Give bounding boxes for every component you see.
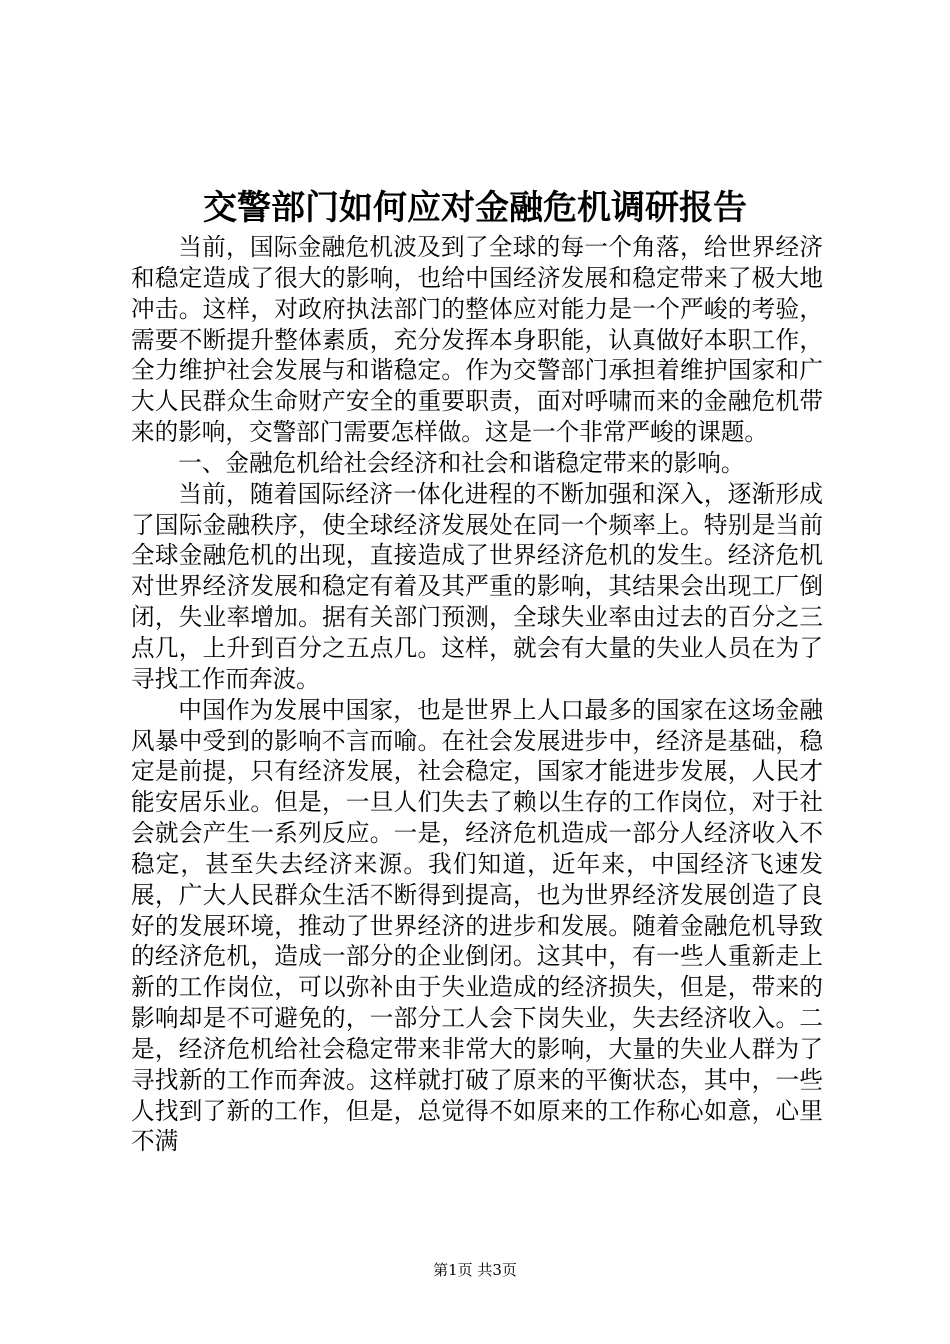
page-title: 交警部门如何应对金融危机调研报告 (203, 188, 747, 228)
paragraph-china-impact: 中国作为发展中国家，也是世界上人口最多的国家在这场金融风暴中受到的影响不言而喻。在社会发展进步中，经济是基础，稳定是前提，只有经济发展，社会稳定，国家才能进步发展，人民才能安居乐业。但是，一旦人们失去了赖以生存的工作岗位，对于社会就会产生一系列反应。一是，经济危机造成一部分人经济收入不稳定，甚至失去经济来源。我们知道，近年来，中国经济飞速发展，广大人民群众生活不断得到提高，也为世界经济发展创造了良好的发展环境，推动了世界经济的进步和发展。随着金融危机导致的经济危机，造成一部分的企业倒闭。这其中，有一些人重新走上新的工作岗位，可以弥补由于失业造成的经济损失，但是，带来的影响却是不可避免的，一部分工人会下岗失业，失去经济收入。二是，经济危机给社会稳定带来非常大的影响，大量的失业人群为了寻找新的工作而奔波。这样就打破了原来的平衡状态，其中，一些人找到了新的工作，但是，总觉得不如原来的工作称心如意，心里不满 (131, 695, 823, 1156)
page-number-footer: 第1页 共3页 (433, 1261, 517, 1279)
document-body (131, 232, 823, 1157)
section-heading: 一、金融危机给社会经济和社会和谐稳定带来的影响。 (178, 448, 745, 477)
paragraph-global-impact: 当前，随着国际经济一体化进程的不断加强和深入，逐渐形成了国际金融秩序，使全球经济发展处在同一个频率上。特别是当前全球金融危机的出现，直接造成了世界经济危机的发生。经济危机对世界经济发展和稳定有着及其严重的影响，其结果会出现工厂倒闭，失业率增加。据有关部门预测，全球失业率由过去的百分之三点几，上升到百分之五点几。这样，就会有大量的失业人员在为了寻找工作而奔波。 (131, 479, 823, 693)
paragraph-intro: 当前，国际金融危机波及到了全球的每一个角落，给世界经济和稳定造成了很大的影响，也给中国经济发展和稳定带来了极大地冲击。这样，对政府执法部门的整体应对能力是一个严峻的考验，需要不断提升整体素质，充分发挥本身职能，认真做好本职工作，全力维护社会发展与和谐稳定。作为交警部门承担着维护国家和广大人民群众生命财产安全的重要职责，面对呼啸而来的金融危机带来的影响，交警部门需要怎样做。这是一个非常严峻的课题。 (131, 233, 823, 447)
